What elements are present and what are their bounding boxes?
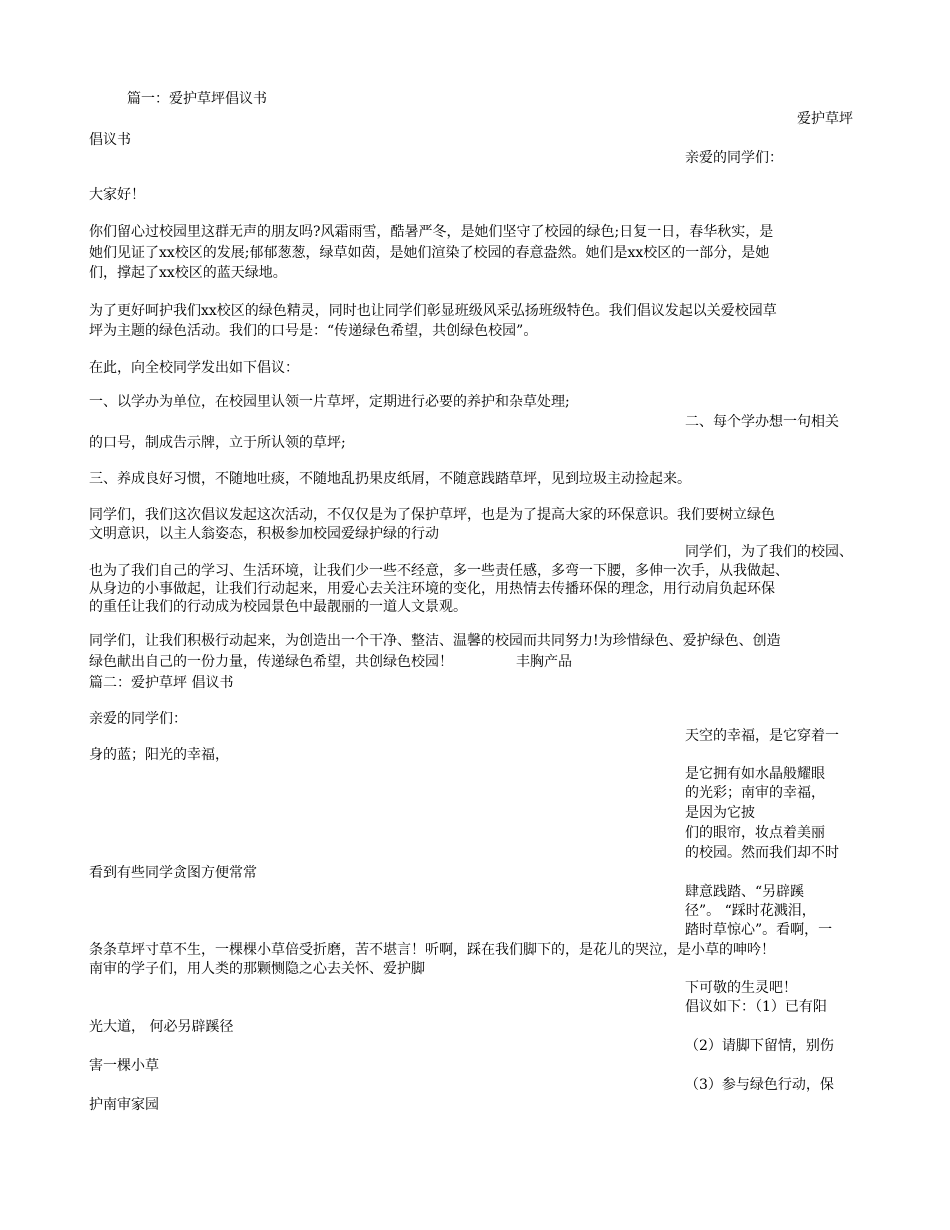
text-line: 一、以学办为单位，在校园里认领一片草坪，定期进行必要的养护和杂草处理;	[89, 394, 570, 410]
text-line: 的口号，制成告示牌，立于所认领的草坪;	[89, 435, 346, 451]
text-line: 从身边的小事做起，让我们行动起来，用爱心去关注环境的变化，用热情去传播环保的理念，用行动肩负起环保	[89, 581, 775, 597]
text-line: 下可敬的生灵吧！	[685, 980, 797, 996]
text-line: 大家好！	[89, 187, 145, 203]
text-line: 看到有些同学贪图方便常常	[89, 865, 257, 881]
text-line: 三、养成良好习惯，不随地吐痰，不随地乱扔果皮纸屑，不随意践踏草坪，见到垃圾主动捡起来。	[89, 471, 691, 487]
text-line: 条条草坪寸草不生，一棵棵小草倍受折磨，苦不堪言！听啊，踩在我们脚下的，是花儿的哭泣，是小草的呻吟！	[89, 942, 775, 958]
text-line: 也为了我们自己的学习、生活环境，让我们少一些不经意，多一些责任感，多弯一下腰，多伸一次手，从我做起、	[89, 563, 789, 579]
text-line: 护南审家园	[89, 1097, 159, 1113]
text-line: 倡议如下：（1）已有阳	[685, 999, 827, 1015]
text-line: 径”。 “踩时花溅泪，	[685, 903, 816, 919]
text-line: 坪为主题的绿色活动。我们的口号是：“传递绿色希望，共创绿色校园”。	[89, 323, 538, 339]
text-line: 们的眼帘，妆点着美丽	[685, 825, 825, 841]
text-line: 为了更好呵护我们xx校区的绿色精灵，同时也让同学们彰显班级风采弘扬班级特色。我们倡议发起以关爱校园草	[89, 303, 777, 319]
text-line: 二、每个学办想一句相关	[685, 414, 839, 430]
text-line: 同学们，让我们积极行动起来，为创造出一个干净、整洁、温馨的校园而共同努力!为珍惜绿色、爱护绿色、创造	[89, 633, 781, 649]
text-line: 她们见证了xx校区的发展;郁郁葱葱，绿草如茵，是她们渲染了校园的春意盎然。她们是xx校区的一部分，是她	[89, 245, 770, 261]
text-line: 害一棵小草	[89, 1058, 159, 1074]
text-line: 亲爱的同学们：	[685, 150, 783, 166]
ad-link[interactable]: 丰胸产品	[516, 654, 572, 670]
text-line: （3）参与绿色行动，保	[685, 1077, 834, 1093]
text-line: 肆意践踏、“另辟蹊	[685, 884, 805, 900]
text-line: 的重任让我们的行动成为校园景色中最靓丽的一道人文景观。	[89, 599, 467, 615]
text-line: 是它拥有如水晶般耀眼	[685, 766, 825, 782]
text-line: 光大道， 何必另辟蹊径	[89, 1019, 234, 1035]
text-line: 的校园。然而我们却不时	[685, 845, 839, 861]
section-two-title: 篇二：爱护草坪 倡议书	[89, 675, 234, 691]
text-line: 的光彩；南审的幸福，	[685, 785, 825, 801]
text-line: 你们留心过校园里这群无声的朋友吗?风霜雨雪，酷暑严冬，是她们坚守了校园的绿色;日复一日，春华秋实，是	[89, 224, 774, 240]
text-line: 爱护草坪	[797, 111, 853, 127]
text-line: 亲爱的同学们：	[89, 711, 187, 727]
text-line: 同学们，为了我们的校园、	[685, 544, 853, 560]
text-line: 是因为它披	[685, 805, 755, 821]
text-line: 天空的幸福，是它穿着一	[685, 728, 839, 744]
text-line: 文明意识，以主人翁姿态，积极参加校园爱绿护绿的行动	[89, 526, 439, 542]
text-line: 绿色献出自己的一份力量，传递绿色希望，共创绿色校园！	[89, 654, 453, 670]
text-line: （2）请脚下留情，别伤	[685, 1038, 834, 1054]
text-line: 同学们，我们这次倡议发起这次活动，不仅仅是为了保护草坪，也是为了提高大家的环保意识。我们要树立绿色	[89, 507, 775, 523]
text-line: 南审的学子们，用人类的那颗恻隐之心去关怀、爱护脚	[89, 961, 425, 977]
text-line: 们，撑起了xx校区的蓝天绿地。	[89, 265, 287, 281]
text-line: 踏时草惊心”。看啊，一	[685, 922, 833, 938]
text-line: 倡议书	[89, 132, 131, 148]
section-one-title: 篇一：爱护草坪倡议书	[127, 91, 267, 107]
text-line: 在此，向全校同学发出如下倡议：	[89, 360, 299, 376]
text-line: 身的蓝；阳光的幸福，	[89, 747, 229, 763]
